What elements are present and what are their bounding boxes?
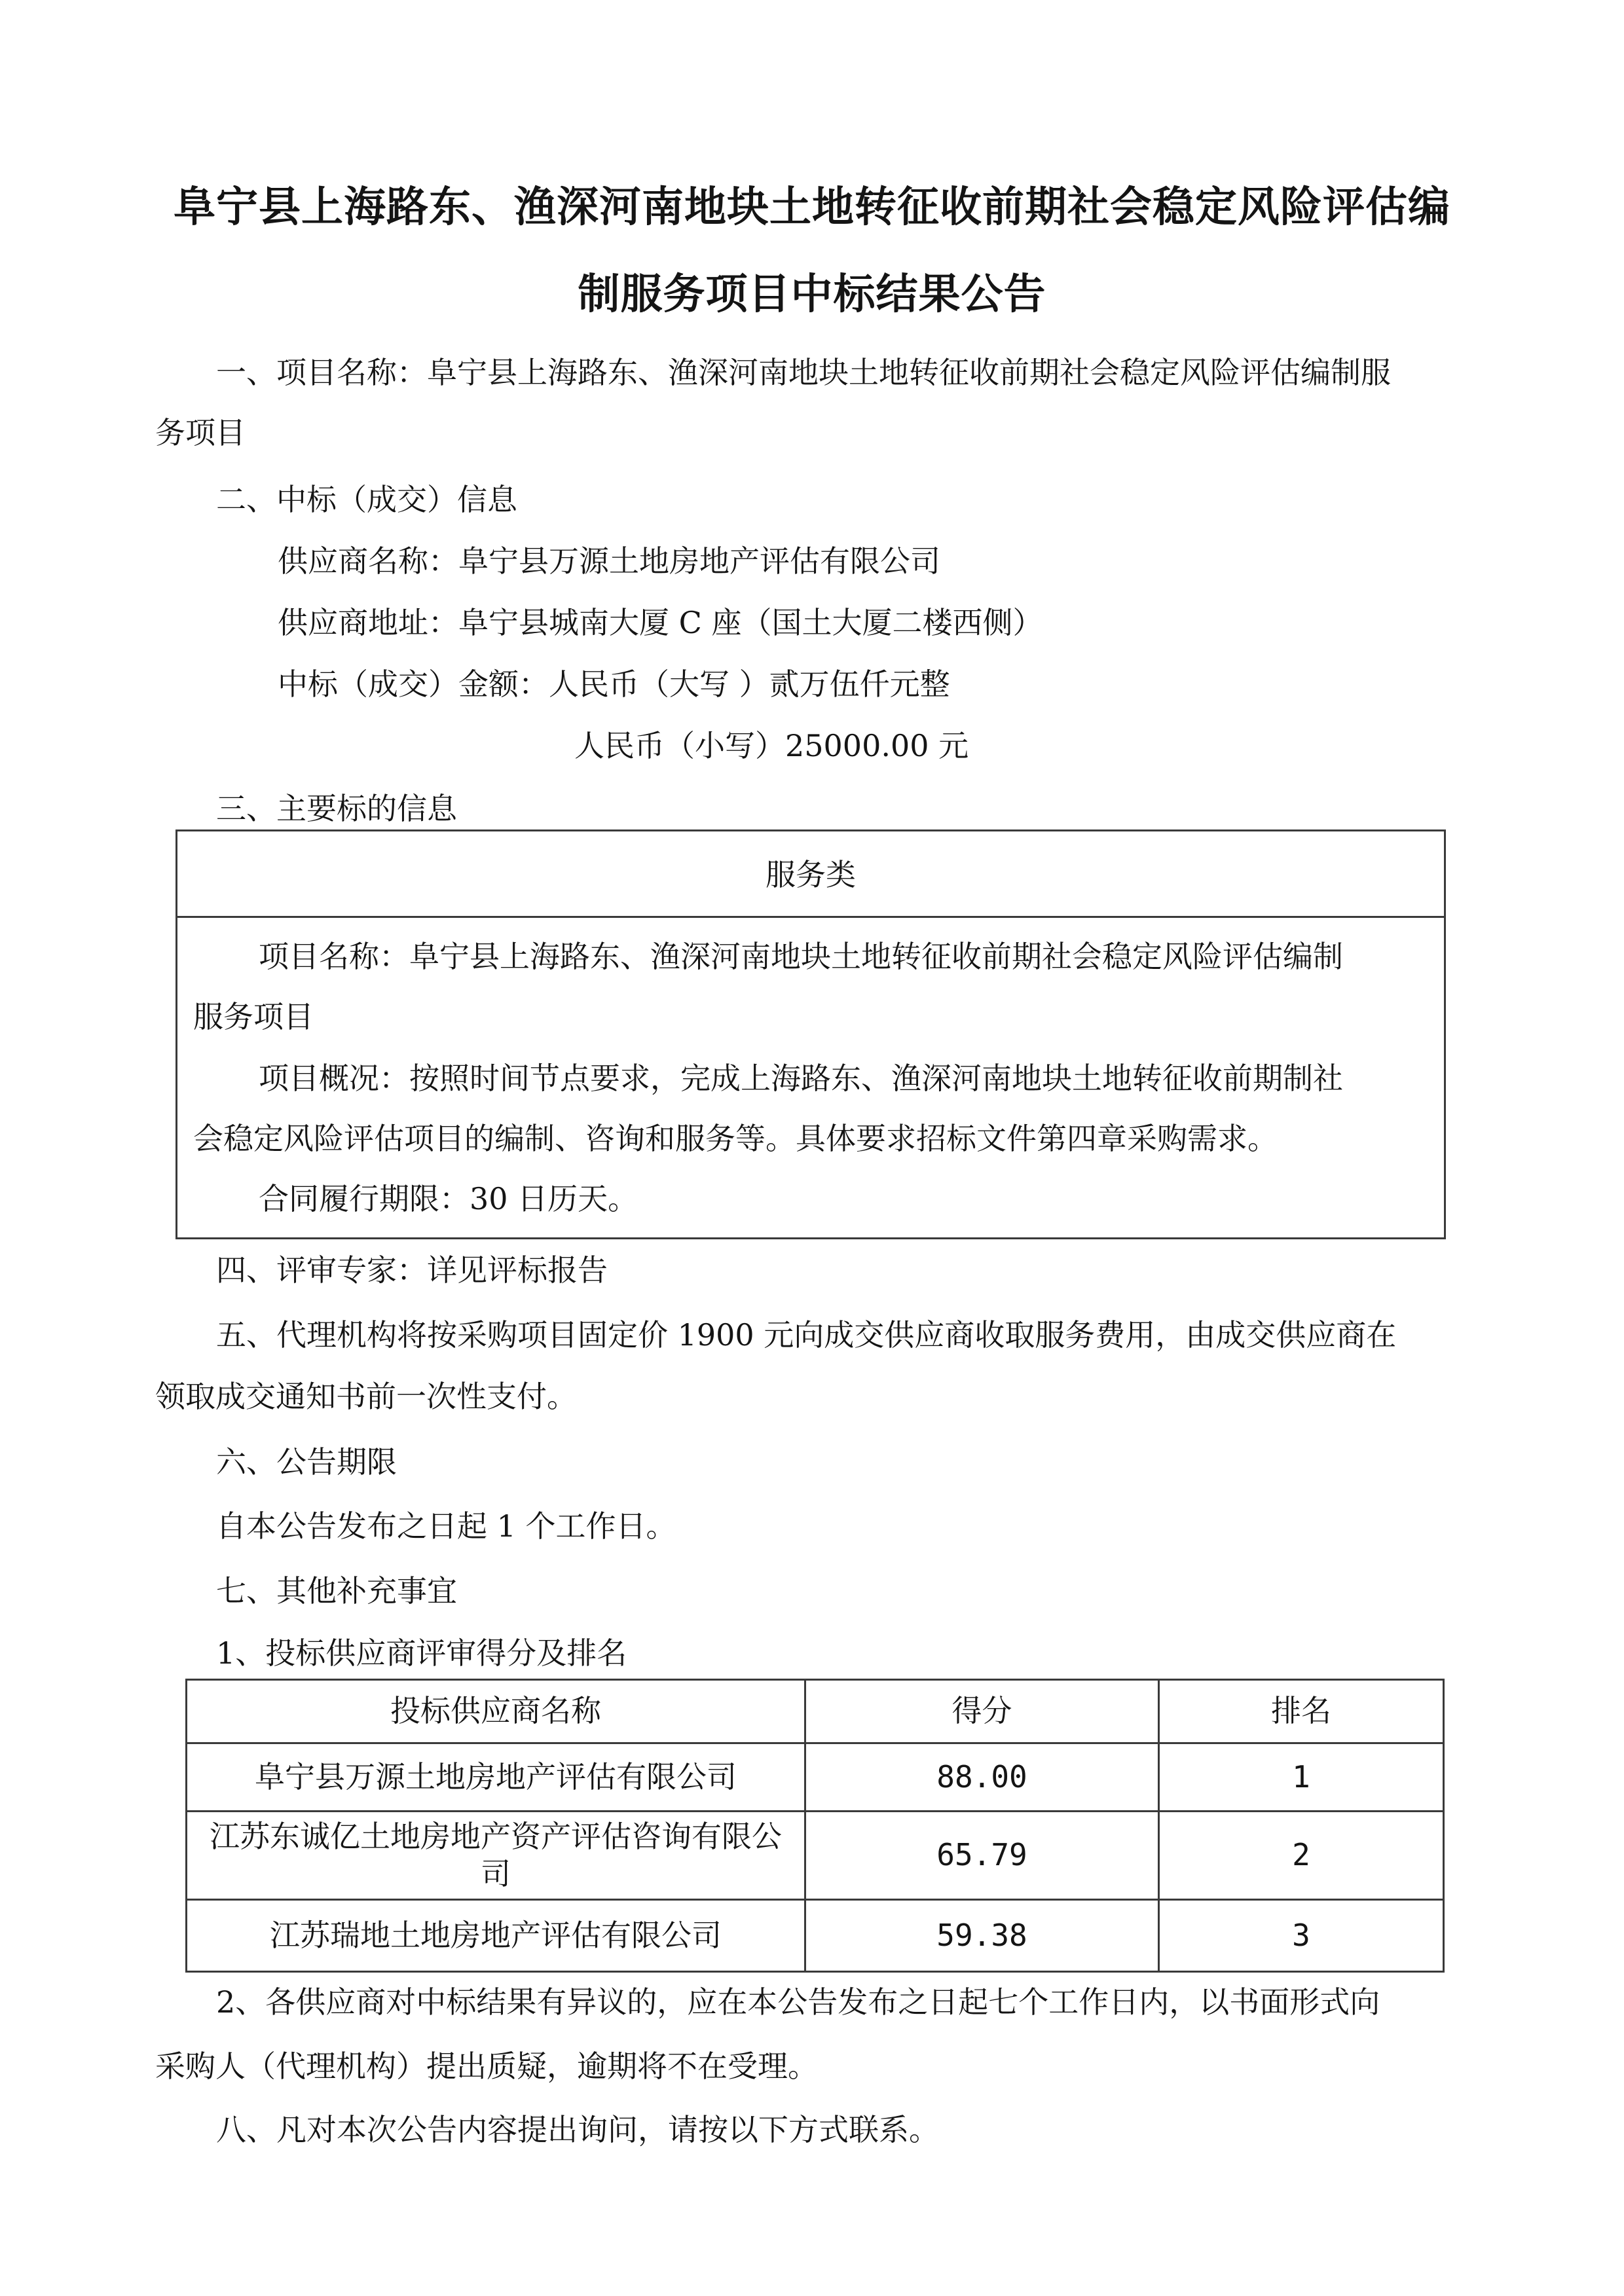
rank-cell: 1 bbox=[1159, 1743, 1444, 1812]
objection-line2: 采购人（代理机构）提出质疑，逾期将不在受理。 bbox=[155, 2049, 818, 2084]
main-subject-box bbox=[175, 829, 1446, 1239]
notice-period-heading: 六、公告期限 bbox=[216, 1444, 397, 1480]
box-project-name-line1: 项目名称：阜宁县上海路东、渔深河南地块土地转征收前期社会稳定风险评估编制 bbox=[259, 939, 1343, 974]
supplier-name: 供应商名称：阜宁县万源土地房地产评估有限公司 bbox=[278, 543, 940, 579]
contact-heading: 八、凡对本次公告内容提出询问，请按以下方式联系。 bbox=[216, 2112, 939, 2147]
rank-cell: 3 bbox=[1159, 1900, 1444, 1972]
objection-line1: 2、各供应商对中标结果有异议的，应在本公告发布之日起七个工作日内，以书面形式向 bbox=[216, 1984, 1380, 2020]
score-ranking-caption: 1、投标供应商评审得分及排名 bbox=[216, 1635, 627, 1671]
score-cell: 88.00 bbox=[805, 1743, 1159, 1812]
box-overview-line1: 项目概况：按照时间节点要求，完成上海路东、渔深河南地块土地转征收前期制社 bbox=[259, 1061, 1343, 1096]
agency-fee-line1: 五、代理机构将按采购项目固定价 1900 元向成交供应商收取服务费用，由成交供应商在 bbox=[216, 1317, 1397, 1353]
other-matters-heading: 七、其他补充事宜 bbox=[216, 1573, 457, 1609]
supplier-name-cell: 江苏东诚亿土地房地产资产评估咨询有限公司 bbox=[187, 1812, 805, 1900]
header-rank: 排名 bbox=[1159, 1680, 1444, 1743]
score-ranking-table bbox=[185, 1679, 1445, 1973]
box-contract-term: 合同履行期限：30 日历天。 bbox=[259, 1181, 638, 1216]
rank-cell: 2 bbox=[1159, 1812, 1444, 1900]
supplier-name-cell: 江苏瑞地土地房地产评估有限公司 bbox=[187, 1900, 805, 1972]
bid-info-heading: 二、中标（成交）信息 bbox=[216, 482, 517, 517]
supplier-name-cell: 阜宁县万源土地房地产评估有限公司 bbox=[187, 1743, 805, 1812]
main-subject-heading: 三、主要标的信息 bbox=[216, 791, 457, 826]
service-category-header: 服务类 bbox=[177, 831, 1444, 918]
table-row bbox=[187, 1900, 1444, 1972]
bid-amount-lower: 人民币（小写）25000.00 元 bbox=[574, 728, 969, 763]
project-name-line1: 一、项目名称：阜宁县上海路东、渔深河南地块土地转征收前期社会稳定风险评估编制服 bbox=[216, 355, 1391, 390]
project-name-line2: 务项目 bbox=[155, 415, 246, 450]
table-row bbox=[187, 1812, 1444, 1900]
review-experts: 四、评审专家：详见评标报告 bbox=[216, 1252, 608, 1288]
score-cell: 59.38 bbox=[805, 1900, 1159, 1972]
table-row bbox=[187, 1743, 1444, 1812]
agency-fee-line2: 领取成交通知书前一次性支付。 bbox=[155, 1379, 577, 1414]
notice-title-line2: 制服务项目中标结果公告 bbox=[578, 270, 1046, 319]
notice-period-text: 自本公告发布之日起 1 个工作日。 bbox=[216, 1508, 676, 1544]
header-score: 得分 bbox=[805, 1680, 1159, 1743]
bid-amount-upper: 中标（成交）金额：人民币（大写 ）贰万伍仟元整 bbox=[278, 666, 950, 702]
header-supplier-name: 投标供应商名称 bbox=[187, 1680, 805, 1743]
supplier-address: 供应商地址：阜宁县城南大厦 C 座（国土大厦二楼西侧） bbox=[278, 605, 1043, 640]
score-cell: 65.79 bbox=[805, 1812, 1159, 1900]
table-header-row bbox=[187, 1680, 1444, 1743]
notice-title-line1: 阜宁县上海路东、渔深河南地块土地转征收前期社会稳定风险评估编 bbox=[174, 183, 1450, 232]
box-overview-line2: 会稳定风险评估项目的编制、咨询和服务等。具体要求招标文件第四章采购需求。 bbox=[193, 1121, 1278, 1156]
box-project-name-line2: 服务项目 bbox=[193, 999, 314, 1034]
